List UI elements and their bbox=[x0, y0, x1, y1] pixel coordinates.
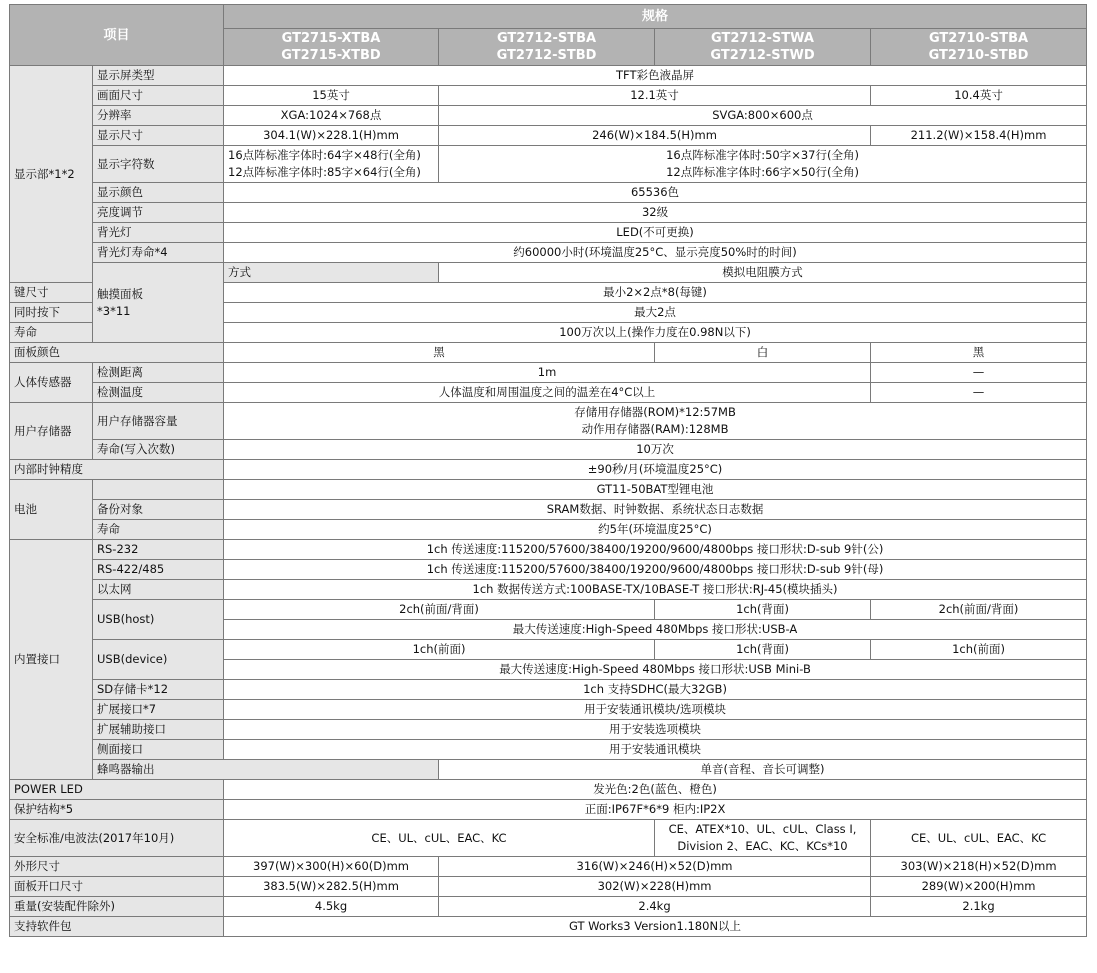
row-label: RS-422/485 bbox=[93, 560, 224, 580]
model-header-gt2710 bbox=[871, 29, 1087, 66]
cell-value: 10万次 bbox=[224, 440, 1087, 460]
cell-value: — bbox=[871, 363, 1087, 383]
cell-value: XGA:1024×768点 bbox=[224, 106, 439, 126]
row-usb-device bbox=[10, 640, 1087, 660]
row-label: 面板颜色 bbox=[10, 343, 224, 363]
row-label: 寿命 bbox=[10, 323, 93, 343]
cell-value: 约5年(环境温度25°C) bbox=[224, 520, 1087, 540]
row-ethernet bbox=[10, 580, 1087, 600]
row-label: 显示颜色 bbox=[93, 183, 224, 203]
row-brightness bbox=[10, 203, 1087, 223]
cell-value: 1ch 传送速度:115200/57600/38400/19200/9600/4800bps 接口形状:D-sub 9针(公) bbox=[224, 540, 1087, 560]
cell-value: 1ch(前面) bbox=[224, 640, 655, 660]
cell-value: 15英寸 bbox=[224, 86, 439, 106]
row-label: 背光灯 bbox=[93, 223, 224, 243]
cell-value: 211.2(W)×158.4(H)mm bbox=[871, 126, 1087, 146]
row-weight bbox=[10, 897, 1087, 917]
model-header-gt2712-stw bbox=[655, 29, 871, 66]
header-row-1 bbox=[10, 5, 1087, 29]
row-label: 备份对象 bbox=[93, 500, 224, 520]
cell-value: LED(不可更换) bbox=[224, 223, 1087, 243]
cell-value: 10.4英寸 bbox=[871, 86, 1087, 106]
row-safety bbox=[10, 820, 1087, 857]
row-panel-color bbox=[10, 343, 1087, 363]
row-label: 检测温度 bbox=[93, 383, 224, 403]
cell-value bbox=[224, 146, 439, 183]
cell-value: 正面:IP67F*6*9 柜内:IP2X bbox=[224, 800, 1087, 820]
cell-value: 100万次以上(操作力度在0.98N以下) bbox=[224, 323, 1087, 343]
row-display-dimensions bbox=[10, 126, 1087, 146]
spec-table bbox=[9, 4, 1087, 937]
row-label: 内部时钟精度 bbox=[10, 460, 224, 480]
cell-value: 2ch(前面/背面) bbox=[224, 600, 655, 620]
cell-line: Division 2、EAC、KC、KCs*10 bbox=[677, 839, 848, 853]
row-label: 蜂鸣器输出 bbox=[93, 760, 439, 780]
category-interfaces: 内置接口 bbox=[10, 540, 93, 780]
cell-value: 1ch(背面) bbox=[655, 600, 871, 620]
row-ext-aux-interface bbox=[10, 720, 1087, 740]
row-backlight bbox=[10, 223, 1087, 243]
cell-value: GT11-50BAT型锂电池 bbox=[224, 480, 1087, 500]
cell-value: CE、UL、cUL、EAC、KC bbox=[224, 820, 655, 857]
row-buzzer bbox=[10, 760, 1087, 780]
row-display-type bbox=[10, 66, 1087, 86]
cell-line: 动作用存储器(RAM):128MB bbox=[581, 422, 729, 436]
row-display-chars bbox=[10, 146, 1087, 183]
cell-line: 12点阵标准字体时:85字×64行(全角) bbox=[228, 165, 421, 179]
row-label: 画面尺寸 bbox=[93, 86, 224, 106]
spec-header: 规格 bbox=[224, 5, 1087, 29]
cell-value: 约60000小时(环境温度25°C、显示亮度50%时的时间) bbox=[224, 243, 1087, 263]
cell-value: 246(W)×184.5(H)mm bbox=[439, 126, 871, 146]
cell-value: 1ch(背面) bbox=[655, 640, 871, 660]
row-backlight-life bbox=[10, 243, 1087, 263]
cell-value: 289(W)×200(H)mm bbox=[871, 877, 1087, 897]
row-sensor-temp bbox=[10, 383, 1087, 403]
cell-value: SVGA:800×600点 bbox=[439, 106, 1087, 126]
row-label: 显示屏类型 bbox=[93, 66, 224, 86]
cell-value: CE、UL、cUL、EAC、KC bbox=[871, 820, 1087, 857]
row-label: 用户存储器容量 bbox=[93, 403, 224, 440]
category-human-sensor: 人体传感器 bbox=[10, 363, 93, 403]
cell-line: 16点阵标准字体时:64字×48行(全角) bbox=[228, 148, 421, 162]
row-label: 重量(安装配件除外) bbox=[10, 897, 224, 917]
cell-line: 16点阵标准字体时:50字×37行(全角) bbox=[666, 148, 859, 162]
row-label: POWER LED bbox=[10, 780, 224, 800]
cell-value: GT Works3 Version1.180N以上 bbox=[224, 917, 1087, 937]
row-label: 寿命 bbox=[93, 520, 224, 540]
row-label: 背光灯寿命*4 bbox=[93, 243, 224, 263]
cell-value: 2ch(前面/背面) bbox=[871, 600, 1087, 620]
cell-value: 12.1英寸 bbox=[439, 86, 871, 106]
row-label: RS-232 bbox=[93, 540, 224, 560]
cell-line: 存储用存储器(ROM)*12:57MB bbox=[574, 405, 736, 419]
model-name: GT2712-STBD bbox=[496, 48, 597, 63]
row-label: 以太网 bbox=[93, 580, 224, 600]
model-header-gt2712-stb bbox=[439, 29, 655, 66]
cell-value bbox=[224, 403, 1087, 440]
cell-value: 1ch 支持SDHC(最大32GB) bbox=[224, 680, 1087, 700]
row-label: 安全标准/电波法(2017年10月) bbox=[10, 820, 224, 857]
cell-value bbox=[655, 820, 871, 857]
row-label bbox=[93, 480, 224, 500]
cell-line: 12点阵标准字体时:66字×50行(全角) bbox=[666, 165, 859, 179]
model-header-gt2715 bbox=[224, 29, 439, 66]
row-screen-size bbox=[10, 86, 1087, 106]
row-label: 寿命(写入次数) bbox=[93, 440, 224, 460]
category-touch-panel bbox=[93, 263, 224, 343]
cell-value: 单音(音程、音长可调整) bbox=[439, 760, 1087, 780]
cell-value: 316(W)×246(H)×52(D)mm bbox=[439, 857, 871, 877]
model-name: GT2712-STBA bbox=[496, 31, 597, 46]
row-label: 键尺寸 bbox=[10, 283, 93, 303]
row-memory-capacity bbox=[10, 403, 1087, 440]
row-software bbox=[10, 917, 1087, 937]
row-label: 同时按下 bbox=[10, 303, 93, 323]
row-label: 亮度调节 bbox=[93, 203, 224, 223]
row-label: 检测距离 bbox=[93, 363, 224, 383]
cell-value: ±90秒/月(环境温度25°C) bbox=[224, 460, 1087, 480]
cell-value: 最小2×2点*8(每键) bbox=[224, 283, 1087, 303]
row-rs232 bbox=[10, 540, 1087, 560]
category-battery: 电池 bbox=[10, 480, 93, 540]
cell-value: — bbox=[871, 383, 1087, 403]
cell-value: 模拟电阻膜方式 bbox=[439, 263, 1087, 283]
row-label: 扩展辅助接口 bbox=[93, 720, 224, 740]
cell-value: 2.4kg bbox=[439, 897, 871, 917]
project-header: 项目 bbox=[10, 5, 224, 66]
cell-value: 用于安装通讯模块 bbox=[224, 740, 1087, 760]
cell-value: 发光色:2色(蓝色、橙色) bbox=[224, 780, 1087, 800]
row-label: 方式 bbox=[224, 263, 439, 283]
cell-line: CE、ATEX*10、UL、cUL、Class Ⅰ, bbox=[668, 822, 857, 836]
row-label: 外形尺寸 bbox=[10, 857, 224, 877]
row-display-color bbox=[10, 183, 1087, 203]
cell-value: 303(W)×218(H)×52(D)mm bbox=[871, 857, 1087, 877]
row-side-interface bbox=[10, 740, 1087, 760]
row-power-led bbox=[10, 780, 1087, 800]
row-label: 面板开口尺寸 bbox=[10, 877, 224, 897]
cell-value bbox=[439, 146, 1087, 183]
cell-value: 最大传送速度:High-Speed 480Mbps 接口形状:USB-A bbox=[224, 620, 1087, 640]
cell-value: 383.5(W)×282.5(H)mm bbox=[224, 877, 439, 897]
cell-value: 最大传送速度:High-Speed 480Mbps 接口形状:USB Mini-B bbox=[224, 660, 1087, 680]
row-label: 分辨率 bbox=[93, 106, 224, 126]
cell-value: 2.1kg bbox=[871, 897, 1087, 917]
row-battery-type bbox=[10, 480, 1087, 500]
cell-value: 32级 bbox=[224, 203, 1087, 223]
cell-value: SRAM数据、时钟数据、系统状态日志数据 bbox=[224, 500, 1087, 520]
category-display: 显示部*1*2 bbox=[10, 66, 93, 283]
cell-value: 65536色 bbox=[224, 183, 1087, 203]
row-battery-life bbox=[10, 520, 1087, 540]
row-label: 扩展接口*7 bbox=[93, 700, 224, 720]
cell-value: 1ch 传送速度:115200/57600/38400/19200/9600/4800bps 接口形状:D-sub 9针(母) bbox=[224, 560, 1087, 580]
model-name: GT2710-STBA bbox=[928, 31, 1029, 46]
row-label: 显示尺寸 bbox=[93, 126, 224, 146]
cell-value: 1m bbox=[224, 363, 871, 383]
category-line: 触摸面板 bbox=[97, 286, 143, 301]
row-label: 显示字符数 bbox=[93, 146, 224, 183]
cell-value: 用于安装通讯模块/选项模块 bbox=[224, 700, 1087, 720]
row-label: 保护结构*5 bbox=[10, 800, 224, 820]
cell-value: 302(W)×228(H)mm bbox=[439, 877, 871, 897]
cell-value: 1ch 数据传送方式:100BASE-TX/10BASE-T 接口形状:RJ-45(模块插头) bbox=[224, 580, 1087, 600]
row-usb-host bbox=[10, 600, 1087, 620]
cell-value: 304.1(W)×228.1(H)mm bbox=[224, 126, 439, 146]
cell-value: 用于安装选项模块 bbox=[224, 720, 1087, 740]
row-label: 支持软件包 bbox=[10, 917, 224, 937]
row-sd-card bbox=[10, 680, 1087, 700]
row-panel-cutout bbox=[10, 877, 1087, 897]
row-battery-backup bbox=[10, 500, 1087, 520]
cell-value: 黑 bbox=[224, 343, 655, 363]
row-rs422 bbox=[10, 560, 1087, 580]
cell-value: 4.5kg bbox=[224, 897, 439, 917]
model-name: GT2715-XTBD bbox=[281, 48, 381, 63]
category-user-memory: 用户存储器 bbox=[10, 403, 93, 460]
row-protection bbox=[10, 800, 1087, 820]
row-resolution bbox=[10, 106, 1087, 126]
model-name: GT2710-STBD bbox=[928, 48, 1029, 63]
cell-value: TFT彩色液晶屏 bbox=[224, 66, 1087, 86]
row-touch-method bbox=[10, 263, 1087, 283]
row-label: USB(device) bbox=[93, 640, 224, 680]
row-ext-interface bbox=[10, 700, 1087, 720]
row-outer-dimensions bbox=[10, 857, 1087, 877]
cell-value: 白 bbox=[655, 343, 871, 363]
row-sensor-distance bbox=[10, 363, 1087, 383]
category-line: *3*11 bbox=[97, 303, 131, 318]
model-name: GT2712-STWA bbox=[711, 31, 814, 46]
row-clock bbox=[10, 460, 1087, 480]
row-label: USB(host) bbox=[93, 600, 224, 640]
row-label: 侧面接口 bbox=[93, 740, 224, 760]
cell-value: 最大2点 bbox=[224, 303, 1087, 323]
cell-value: 397(W)×300(H)×60(D)mm bbox=[224, 857, 439, 877]
cell-value: 黑 bbox=[871, 343, 1087, 363]
cell-value: 1ch(前面) bbox=[871, 640, 1087, 660]
model-name: GT2715-XTBA bbox=[281, 31, 381, 46]
spec-table-container bbox=[9, 4, 1087, 937]
row-memory-life bbox=[10, 440, 1087, 460]
model-name: GT2712-STWD bbox=[710, 48, 815, 63]
cell-value: 人体温度和周围温度之间的温差在4°C以上 bbox=[224, 383, 871, 403]
row-label: SD存储卡*12 bbox=[93, 680, 224, 700]
